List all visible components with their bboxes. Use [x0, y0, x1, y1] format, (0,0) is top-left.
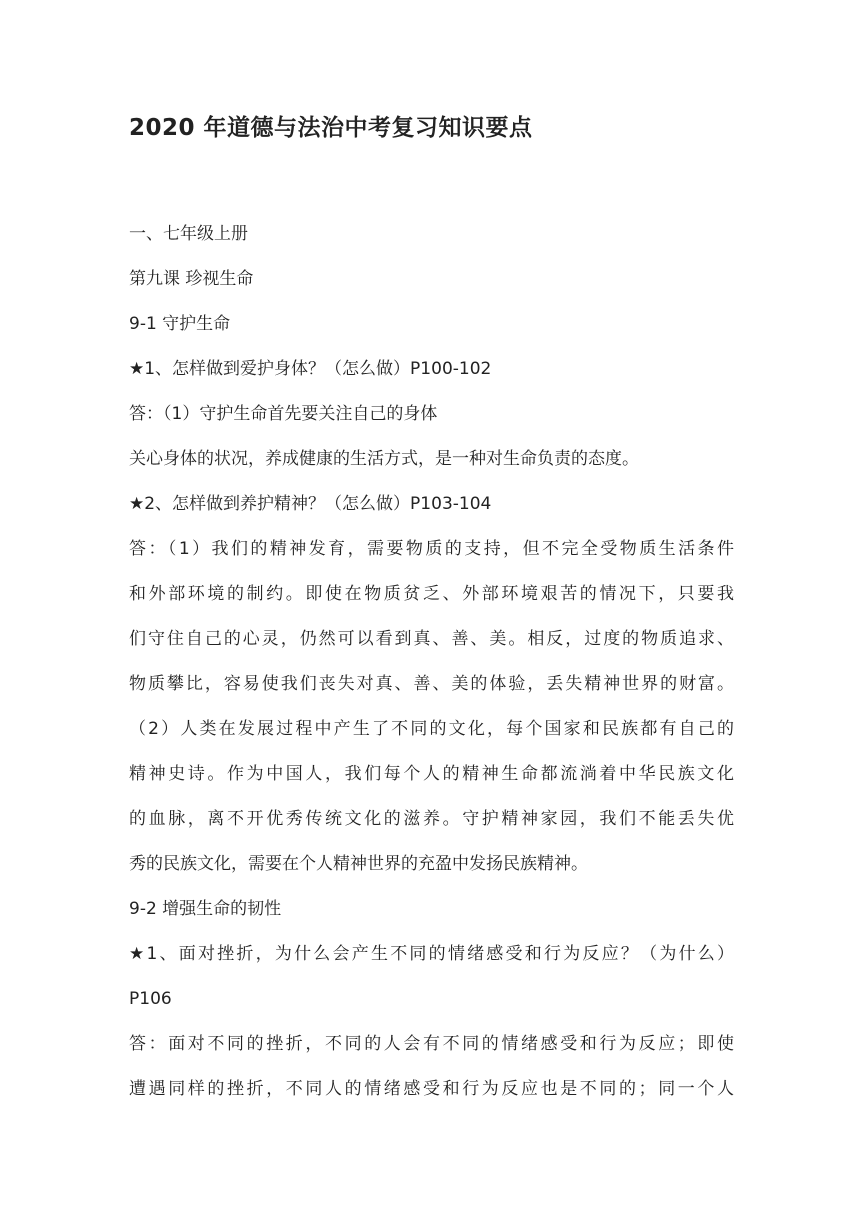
question-line: ★1、面对挫折，为什么会产生不同的情绪感受和行为反应？（为什么） [129, 944, 734, 964]
answer-line: 答：（1）我们的精神发育，需要物质的支持，但不完全受物质生活条件 [129, 539, 734, 559]
text-line: 物质攀比，容易使我们丧失对真、善、美的体验，丢失精神世界的财富。 [129, 674, 734, 694]
document-body [129, 212, 734, 1112]
text-line: 的血脉，离不开优秀传统文化的滋养。守护精神家园，我们不能丢失优 [129, 809, 734, 829]
text-line: 遭遇同样的挫折，不同人的情绪感受和行为反应也是不同的；同一个人 [129, 1079, 734, 1099]
text-line: P106 [129, 989, 172, 1009]
text-line: 秀的民族文化，需要在个人精神世界的充盈中发扬民族精神。 [129, 854, 588, 874]
text-line: 们守住自己的心灵，仍然可以看到真、善、美。相反，过度的物质追求、 [129, 629, 734, 649]
answer-line: 答：面对不同的挫折，不同的人会有不同的情绪感受和行为反应；即使 [129, 1034, 734, 1054]
lesson-heading: 第九课 珍视生命 [129, 269, 254, 289]
text-line: 精神史诗。作为中国人，我们每个人的精神生命都流淌着中华民族文化 [129, 764, 734, 784]
question-line: ★1、怎样做到爱护身体？（怎么做）P100-102 [129, 359, 492, 379]
subsection-heading: 9-1 守护生命 [129, 314, 231, 334]
question-line: ★2、怎样做到养护精神？（怎么做）P103-104 [129, 494, 492, 514]
section-heading: 一、七年级上册 [129, 224, 248, 244]
text-line: 关心身体的状况，养成健康的生活方式，是一种对生命负责的态度。 [129, 449, 639, 469]
document-title: 2020 年道德与法治中考复习知识要点 [129, 115, 533, 141]
text-line: （2）人类在发展过程中产生了不同的文化，每个国家和民族都有自己的 [129, 719, 734, 739]
answer-line: 答：（1）守护生命首先要关注自己的身体 [129, 404, 438, 424]
subsection-heading: 9-2 增强生命的韧性 [129, 899, 282, 919]
text-line: 和外部环境的制约。即使在物质贫乏、外部环境艰苦的情况下，只要我 [129, 584, 734, 604]
